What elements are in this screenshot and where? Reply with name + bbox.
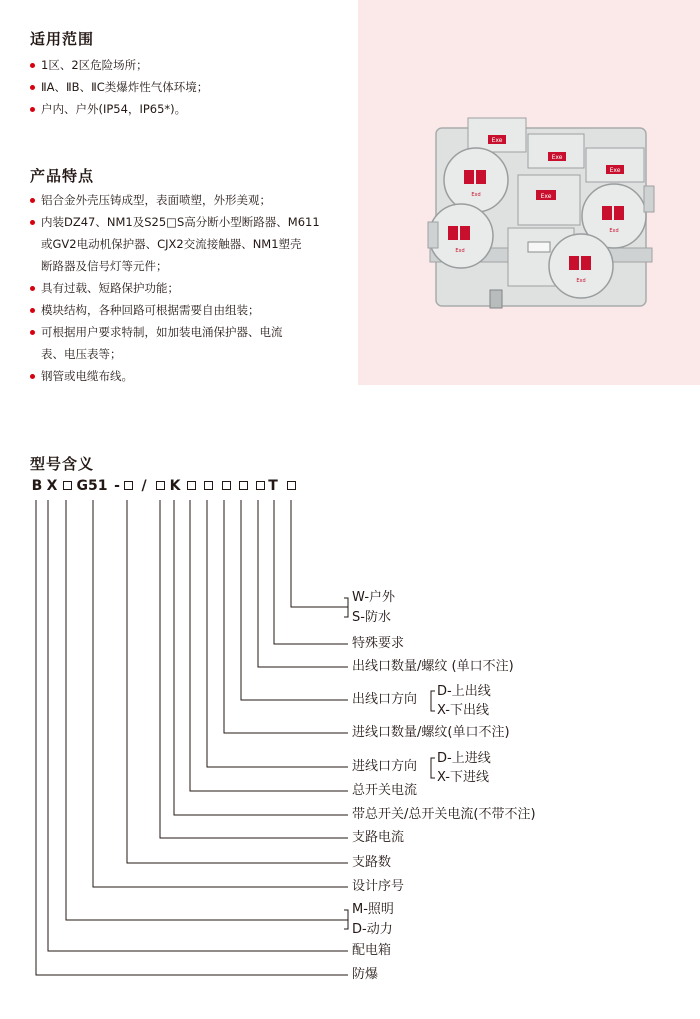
- list-item: ⅡA、ⅡB、ⅡC类爆炸性气体环境；: [30, 76, 340, 98]
- label-inlet-dir: 进线口方向: [352, 759, 418, 774]
- list-item: 钢管或电缆布线。: [30, 365, 340, 387]
- list-item: 断路器及信号灯等元件；: [41, 259, 168, 273]
- label-inlet-qty: 进线口数量/螺纹(单口不注): [352, 725, 510, 740]
- label-special: 特殊要求: [352, 636, 405, 651]
- model-code-part: -: [114, 478, 120, 494]
- label-distribution-box: 配电箱: [352, 943, 392, 958]
- list-item: 户内、户外(IP54，IP65*)。: [30, 98, 340, 120]
- label-outlet-qty: 出线口数量/螺纹 (单口不注): [352, 659, 514, 674]
- label-outlet-dir: 出线口方向: [352, 692, 418, 707]
- model-title: 型号含义: [30, 455, 95, 473]
- label-x-down-out: X-下出线: [437, 703, 489, 718]
- exe-label: Exe: [609, 167, 621, 174]
- exd-label: Exd: [609, 228, 619, 234]
- list-item: 表、电压表等；: [41, 347, 122, 361]
- model-code-part: G51: [76, 478, 108, 494]
- label-branch-current: 支路电流: [352, 830, 405, 845]
- model-code-part: X: [46, 478, 58, 494]
- label-main-current: 总开关电流: [352, 783, 418, 798]
- list-item: 具有过载、短路保护功能；: [30, 277, 340, 299]
- list-item: 铝合金外壳压铸成型，表面喷塑，外形美观；: [30, 189, 340, 211]
- list-item: 或GV2电动机保护器、CJX2交流接触器、NM1塑壳: [41, 237, 302, 251]
- model-code-part: /: [141, 478, 147, 494]
- label-s-waterproof: S-防水: [352, 610, 391, 625]
- label-branch-count: 支路数: [352, 855, 392, 870]
- exe-label: Exe: [551, 154, 563, 161]
- list-item: 内装DZ47、NM1及S25□S高分断小型断路器、M611: [30, 211, 340, 233]
- label-m-lighting: M-照明: [352, 902, 394, 917]
- label-d-up-out: D-上出线: [437, 684, 491, 699]
- label-x-down-in: X-下进线: [437, 770, 489, 785]
- label-w-outdoor: W-户外: [352, 590, 396, 605]
- exd-label: Exd: [471, 192, 481, 198]
- model-code-part: T: [268, 478, 278, 494]
- scope-title: 适用范围: [30, 30, 95, 48]
- list-item: 1区、2区危险场所；: [30, 54, 340, 76]
- label-d-up-in: D-上进线: [437, 751, 491, 766]
- features-title: 产品特点: [30, 167, 95, 185]
- label-explosion-proof: 防爆: [352, 967, 379, 982]
- exe-label: Exe: [491, 137, 503, 144]
- list-item: 模块结构，各种回路可根据需要自由组装；: [30, 299, 340, 321]
- list-item: 可根据用户要求特制，如加装电涌保护器、电流: [30, 321, 340, 343]
- exe-label: Exe: [540, 193, 552, 200]
- exd-label: Exd: [455, 248, 465, 254]
- label-design-no: 设计序号: [352, 879, 405, 894]
- exd-label: Exd: [576, 278, 586, 284]
- model-code-part: K: [169, 478, 181, 494]
- label-d-power: D-动力: [352, 922, 393, 937]
- label-with-main: 带总开关/总开关电流(不带不注): [352, 807, 536, 822]
- model-code-part: B: [31, 478, 43, 494]
